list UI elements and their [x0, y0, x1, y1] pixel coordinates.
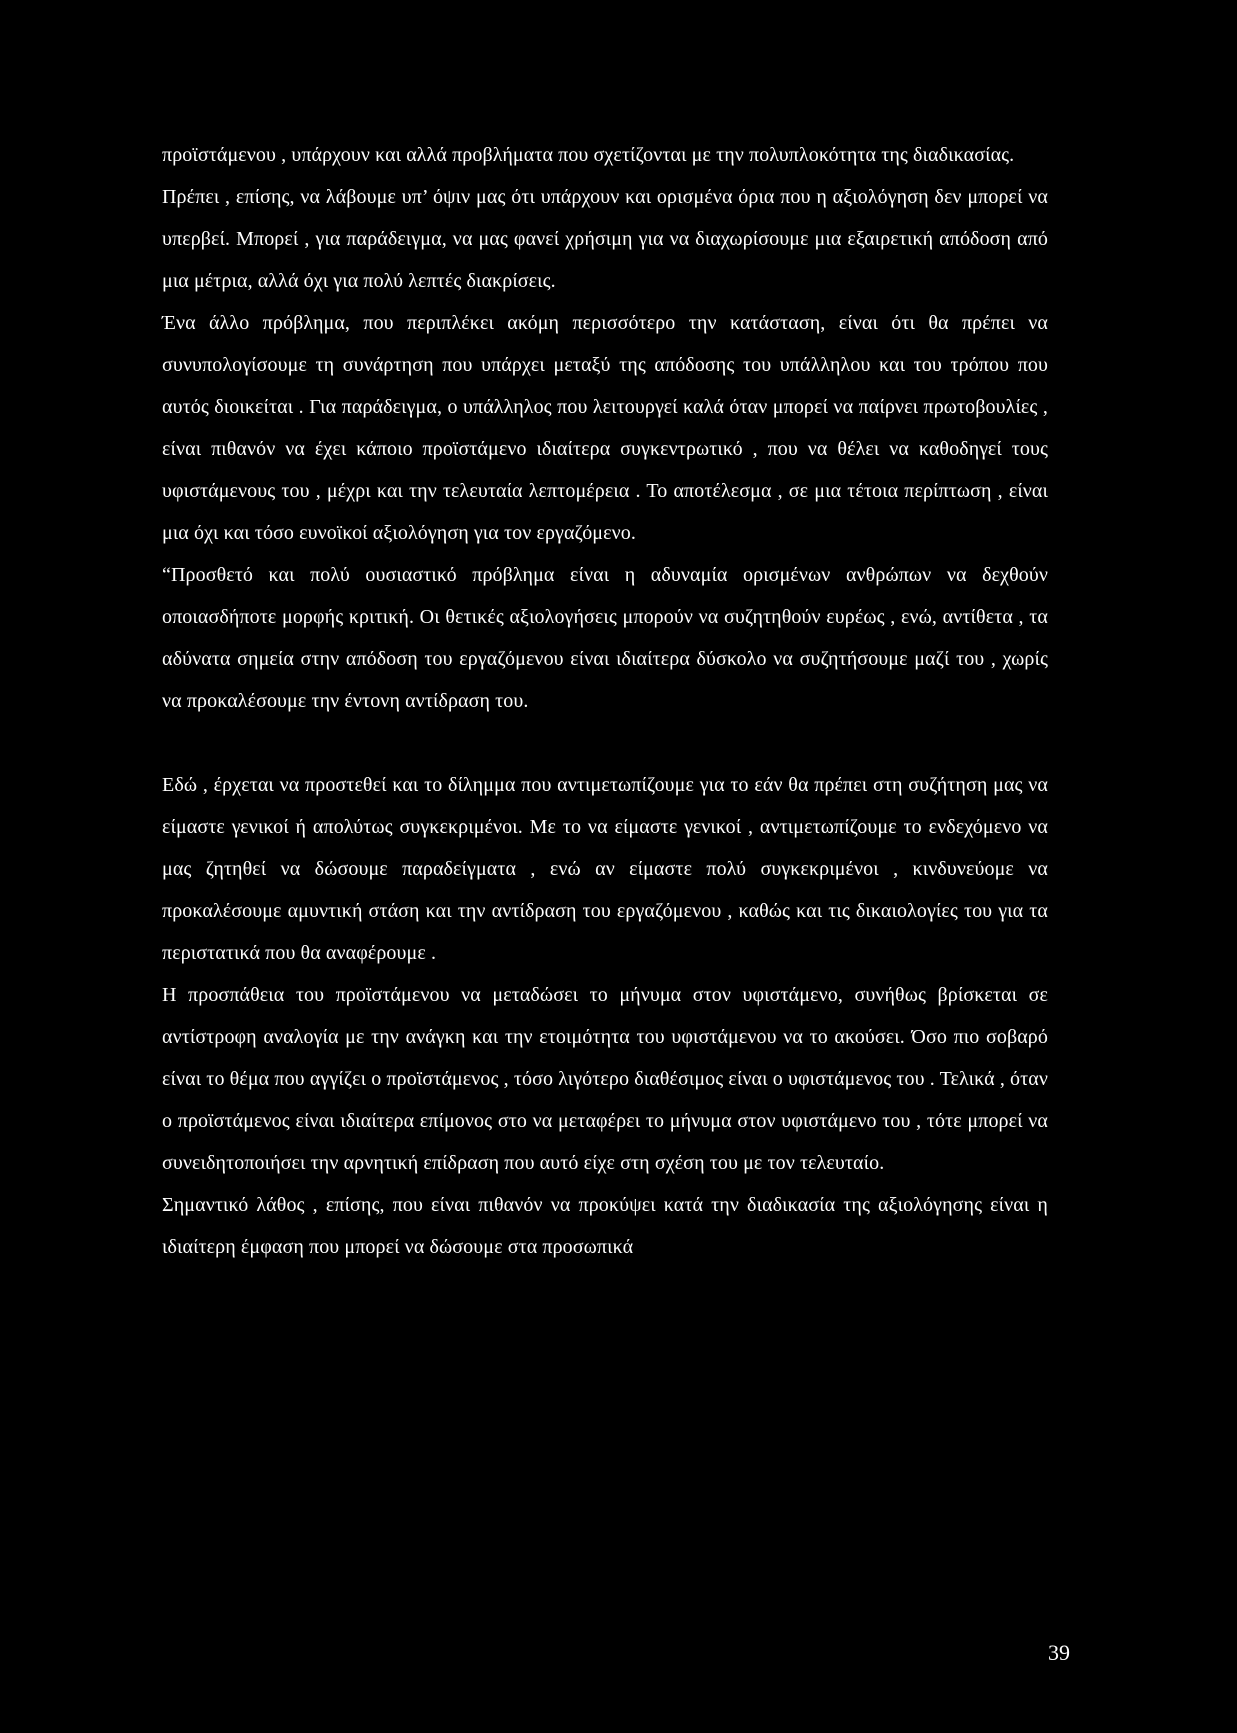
page-number: 39 [1048, 1640, 1070, 1665]
paragraph-spacer [162, 722, 1048, 764]
paragraph-6: Η προσπάθεια του προϊστάμενου να μεταδώσει το μήνυμα στον υφιστάμενο, συνήθως βρίσκεται σε αντίστροφη αναλογία με την ανάγκη και την ετοιμότητα του υφιστάμενου να το ακούσει. Όσο πιο σοβαρό είναι το θέμα που αγγίζει ο προϊστάμενος , τόσο λιγότερο διαθέσιμος είναι ο υφιστάμενος του . Τελικά , όταν ο προϊστάμενος είναι ιδιαίτερα επίμονος στο να μεταφέρει το μήνυμα στον υφιστάμενο του , τότε μπορεί να συνειδητοποιήσει την αρνητική επίδραση που αυτό είχε στη σχέση του με τον τελευταίο. [162, 984, 1048, 1174]
paragraph-7: Σημαντικό λάθος , επίσης, που είναι πιθανόν να προκύψει κατά την διαδικασία της αξιολόγησης είναι η ιδιαίτερη έμφαση που μπορεί να δώσουμε στα προσωπικά [162, 1194, 1048, 1258]
paragraph-4: “Προσθετό και πολύ ουσιαστικό πρόβλημα είναι η αδυναμία ορισμένων ανθρώπων να δεχθούν οποιασδήποτε μορφής κριτική. Οι θετικές αξιολογήσεις μπορούν να συζητηθούν ευρέως , ενώ, αντίθετα , τα αδύνατα σημεία στην απόδοση του εργαζόμενου είναι ιδιαίτερα δύσκολο να συζητήσουμε μαζί του , χωρίς να προκαλέσουμε την έντονη αντίδραση του. [162, 564, 1048, 712]
paragraph-5: Εδώ , έρχεται να προστεθεί και το δίλημμα που αντιμετωπίζουμε για το εάν θα πρέπει στη συζήτηση μας να είμαστε γενικοί ή απολύτως συγκεκριμένοι. Με το να είμαστε γενικοί , αντιμετωπίζουμε το ενδεχόμενο να μας ζητηθεί να δώσουμε παραδείγματα , ενώ αν είμαστε πολύ συγκεκριμένοι , κινδυνεύομε να προκαλέσουμε αμυντική στάση και την αντίδραση του εργαζόμενου , καθώς και τις δικαιολογίες του για τα περιστατικά που θα αναφέρουμε . [162, 774, 1048, 964]
paragraph-3: Ένα άλλο πρόβλημα, που περιπλέκει ακόμη περισσότερο την κατάσταση, είναι ότι θα πρέπει να συνυπολογίσουμε τη συνάρτηση που υπάρχει μεταξύ της απόδοσης του υπάλληλου και του τρόπου που αυτός διοικείται . Για παράδειγμα, ο υπάλληλος που λειτουργεί καλά όταν μπορεί να παίρνει πρωτοβουλίες , είναι πιθανόν να έχει κάποιο προϊστάμενο ιδιαίτερα συγκεντρωτικό , που να θέλει να καθοδηγεί τους υφιστάμενους του , μέχρι και την τελευταία λεπτομέρεια . Το αποτέλεσμα , σε μια τέτοια περίπτωση , είναι μια όχι και τόσο ευνοϊκοί αξιολόγηση για τον εργαζόμενο. [162, 312, 1048, 544]
paragraph-1: προϊστάμενου , υπάρχουν και αλλά προβλήματα που σχετίζονται με την πολυπλοκότητα της διαδικασίας. [162, 144, 1015, 166]
body-text [162, 134, 1048, 1268]
paragraph-2: Πρέπει , επίσης, να λάβουμε υπ’ όψιν μας ότι υπάρχουν και ορισμένα όρια που η αξιολόγηση δεν μπορεί να υπερβεί. Μπορεί , για παράδειγμα, να μας φανεί χρήσιμη για να διαχωρίσουμε μια εξαιρετική απόδοση από μια μέτρια, αλλά όχι για πολύ λεπτές διακρίσεις. [162, 186, 1048, 292]
